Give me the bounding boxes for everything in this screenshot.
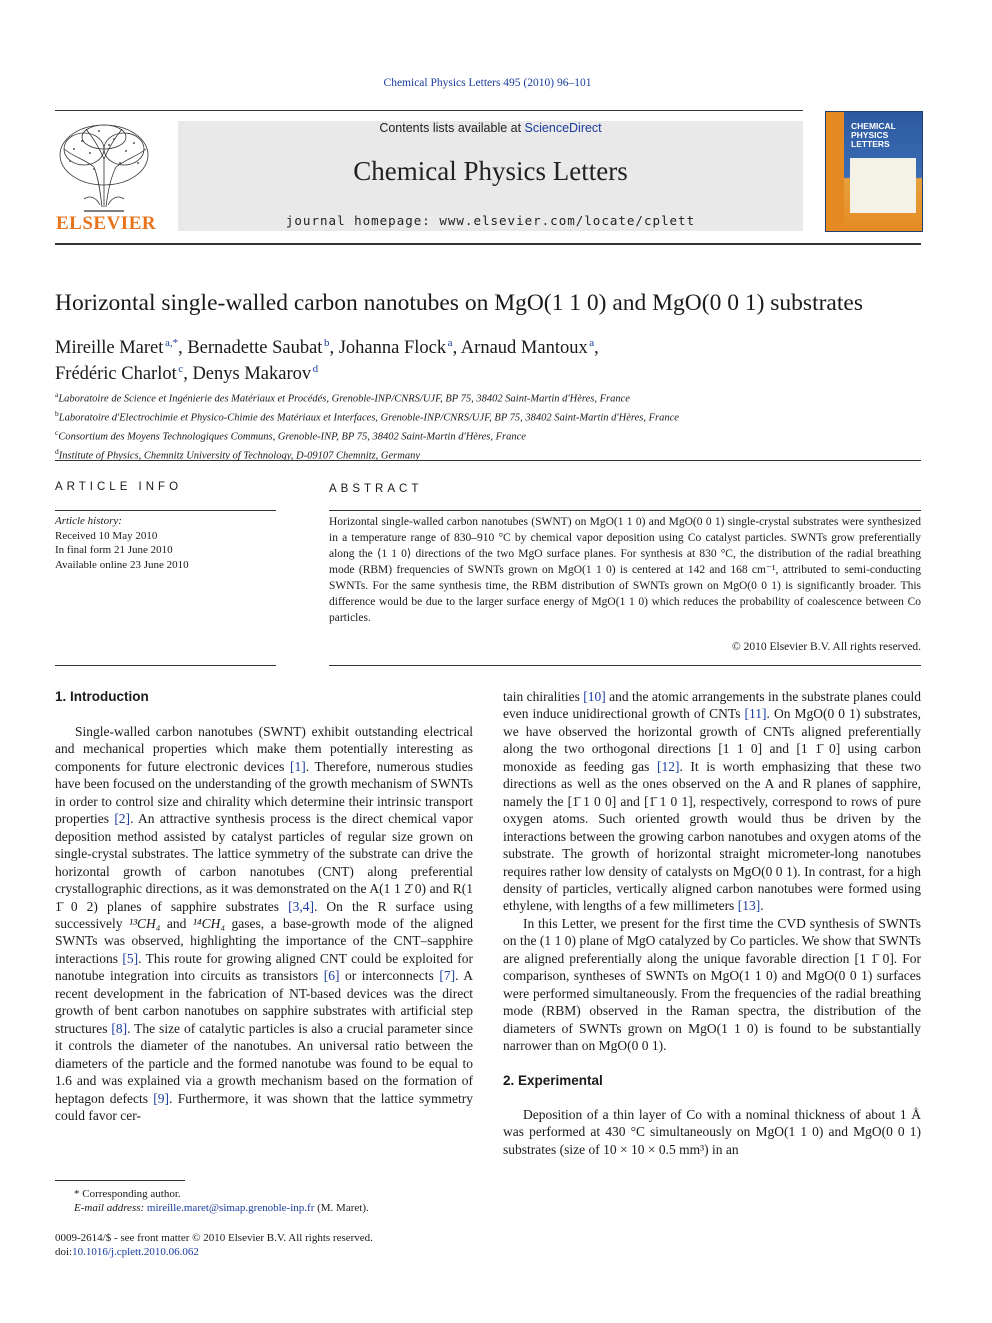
citation-link[interactable]: [11] — [744, 706, 767, 722]
experimental-paragraph-1: Deposition of a thin layer of Co with a nominal thickness of about 1 Å was performed at 430 °C simultaneously on MgO(1 1 0) and MgO(0 0 1) substrates (size of 10 × 10 × 0.5 mm³) in an — [503, 1106, 921, 1157]
journal-citation[interactable]: Chemical Physics Letters 495 (2010) 96–101 — [383, 77, 592, 89]
citation-link[interactable]: [13] — [737, 898, 761, 914]
author-affiliation-marker[interactable]: d — [312, 363, 319, 376]
citation-link[interactable]: [7] — [439, 968, 456, 984]
doi-link[interactable]: 10.1016/j.cplett.2010.06.062 — [72, 1246, 199, 1258]
text-run: or interconnects — [339, 968, 440, 984]
cover-title-line: CHEMICAL — [851, 121, 896, 131]
elsevier-wordmark: ELSEVIER — [56, 213, 157, 234]
author-name[interactable]: Denys Makarov — [192, 364, 312, 385]
history-entry: Received 10 May 2010 — [55, 529, 158, 542]
journal-homepage[interactable]: journal homepage: www.elsevier.com/locate/cplett — [285, 213, 696, 228]
citation-link[interactable]: [6] — [323, 968, 340, 984]
history-label: Article history: — [55, 515, 122, 527]
contents-line — [178, 121, 803, 135]
article-info-heading: ARTICLE INFO — [55, 481, 183, 493]
intro-paragraph-1-continued — [503, 688, 921, 915]
affiliation — [55, 388, 935, 407]
doi-line — [55, 1245, 473, 1259]
cover-side-strip — [826, 112, 844, 231]
doi-prefix: doi: — [55, 1246, 73, 1258]
cover-title-line: PHYSICS — [851, 130, 889, 140]
affiliation-text: Consortium des Moyens Technologiques Communs, Grenoble-INP, BP 75, 38402 Saint-Martin d'Hères, France — [58, 431, 526, 443]
footnotes — [55, 1187, 473, 1215]
citation-link[interactable]: [2] — [114, 811, 131, 827]
citation-link[interactable]: [3,4] — [288, 898, 314, 914]
citation-link[interactable]: [5] — [122, 950, 139, 966]
abstract-heading: ABSTRACT — [329, 483, 423, 495]
cover-figure — [850, 158, 916, 213]
text-run: . This route for growing aligned CNT could be exploited for nanotube integration into circuits as transistors — [55, 950, 473, 984]
footnote-rule — [55, 1180, 185, 1181]
affiliation-list — [55, 388, 935, 464]
header-top-rule — [55, 110, 803, 111]
author-affiliation-marker[interactable]: a — [447, 337, 453, 349]
contents-prefix: Contents lists available at — [379, 121, 525, 135]
text-run: In this Letter, we present for the first time the CVD synthesis of SWNTs on the (1 1 0) plane of MgO catalyzed by Co particles. We show that SWNTs are aligned preferentially along the unique favorable direction [1 1̄ 0]. For comparison, syntheses of SWNTs on MgO(1 1 0) and MgO(0 0 1) surfaces were performed simultaneously. From the frequencies of the radial breathing mode (RBM) observed in the Raman spectra, the distribution of the diameters of SWNTs grown on MgO(1 1 0) is found to be substantially narrower than on MgO(0 0 1). — [503, 915, 921, 1054]
affiliation — [55, 445, 935, 464]
cover-title — [851, 122, 896, 149]
isotope-formula: ¹⁴CH₄ — [192, 915, 226, 931]
affiliation-text: Laboratoire de Science et Ingénierie des Matériaux et Procédés, Grenoble-INP/CNRS/UJF, BP 75, 38402 Saint-Martin d'Hères, France — [58, 393, 630, 405]
text-run: . A recent development in the fabrication of NT-based devices was the direct growth of bent carbon nanotubes on sapphire substrates with artificial step structures — [55, 968, 474, 1036]
affiliation-key: d — [55, 447, 59, 456]
left-column — [55, 723, 473, 1124]
text-run: . Furthermore, it was shown that the lattice symmetry could favor cer- — [55, 1090, 473, 1123]
journal-cover-thumbnail[interactable] — [825, 111, 923, 232]
text-run: gases, a base-growth mode of the aligned SWNTs was observed, highlighting the importance of the CNT–sapphire interactions — [55, 915, 473, 966]
affiliation-rule — [55, 460, 921, 461]
right-column — [503, 688, 921, 1158]
email-note — [55, 1201, 473, 1215]
citation-link[interactable]: [9] — [153, 1090, 170, 1106]
history-entry: In final form 21 June 2010 — [55, 544, 173, 556]
citation-link[interactable]: [10] — [583, 689, 606, 704]
text-run: . It is worth emphasizing that these two directions as well as the ones observed on the A and R planes of sapphire, namely the [1̄ 1 0 0] and [1̄ 1 0 1], respectively, correspond to rows of pure oxygen atoms. Such oriented growth would thus be driven by the interactions between the growing carbon nanotubes and oxygen atoms of the substrate. The growth of horizontal straight micrometer-long nanotubes requires rather low density of catalysts on MgO(0 0 1). In contrast, for a high density of particles, vertically aligned carbon nanotubes were formed using ethylene, with lengths of a few millimeters — [503, 758, 921, 914]
corresponding-author-note — [55, 1187, 473, 1201]
email-suffix: (M. Maret). — [314, 1202, 369, 1214]
journal-title: Chemical Physics Letters — [353, 156, 628, 186]
affiliation-key: a — [55, 390, 59, 399]
intro-paragraph-2 — [503, 915, 921, 1055]
article-info-top-rule — [55, 510, 276, 511]
affiliation-key: b — [55, 409, 59, 418]
text-run: . On the R surface using successively — [55, 898, 473, 931]
section-heading-introduction: 1. Introduction — [55, 689, 149, 704]
author-name[interactable]: Bernadette Saubat — [187, 338, 323, 359]
issn-line: 0009-2614/$ - see front matter © 2010 Elsevier B.V. All rights reserved. — [55, 1232, 373, 1244]
footnote-marker: * — [74, 1188, 80, 1200]
text-run: Single-walled carbon nanotubes (SWNT) exhibit outstanding electrical and mechanical properties which make them potentially interesting as components for future electronic devices — [55, 724, 473, 774]
text-run: and — [160, 915, 193, 931]
affiliation-key: c — [55, 428, 59, 437]
text-run: . An attractive synthesis process is the direct chemical vapor deposition method assisted by catalyst particles of regular size grown on single-crystal substrates. The lattice symmetry of the substrate can drive the horizontal growth of carbon nanotubes (CNT) along preferential crystallographic directions, as it was demonstrated on the A(1 1 2̄ 0) and R(1 1̄ 0 2) planes of sapphire substrates — [55, 811, 473, 914]
corresponding-author-label: Corresponding author. — [82, 1188, 181, 1200]
citation-link[interactable]: [1] — [289, 758, 306, 774]
author-name[interactable]: Johanna Flock — [338, 338, 447, 359]
text-run: and the atomic arrangements in the substrate planes could even induce unidirectional growth of CNTs — [503, 689, 922, 722]
email-link[interactable]: mireille.maret@simap.grenoble-inp.fr — [146, 1202, 315, 1214]
author-affiliation-marker[interactable]: a,* — [164, 337, 179, 349]
affiliation — [55, 426, 935, 445]
cover-title-line: LETTERS — [851, 139, 890, 149]
text-run: tain chiralities — [503, 689, 584, 704]
text-run: . Therefore, numerous studies have been focused on the understanding of the growth mechanism of SWNTs in order to control size and chirality which determine their intrinsic transport properties — [55, 758, 473, 827]
affiliation-text: Laboratoire d'Electrochimie et Physico-Chimie des Matériaux et Interfaces, Grenoble-INP/CNRS/UJF, BP 75, 38402 Saint-Martin d'Hères, France — [58, 412, 679, 424]
author-name[interactable]: Frédéric Charlot — [55, 364, 177, 385]
abstract-text: Horizontal single-walled carbon nanotubes (SWNT) on MgO(1 1 0) and MgO(0 0 1) single-crystal substrates were synthesized in a temperature range of 830–910 °C by chemical vapor deposition using Co catalyst particles. SWNTs grow preferentially along the ⟨1 1 0⟩ directions of the two MgO surface planes. For synthesis at 830 °C, the distribution of the radial breathing mode (RBM) frequencies of SWNTs grown on MgO(1 1 0) is centered at 142 and 168 cm⁻¹, attributed to semi-conducting SWNTs. For the same synthesis time, the RBM distribution of SWNTs grown on MgO(0 0 1) is significantly broader. This difference would be due to the larger surface energy of MgO(1 1 0) which reduces the probability of coalescence between Co particles. — [329, 516, 921, 624]
author-affiliation-marker[interactable]: c — [178, 363, 184, 376]
issn-doi-block — [55, 1231, 473, 1259]
section-heading-experimental: 2. Experimental — [503, 1072, 603, 1088]
author-list: Mireille Maret $^{a,*}$, Bernadette Saubat $^b$, Johanna Flock $^a$, Arnaud Mantoux $^a$, Frédéric Charlot $^c$, Denys Makarov $^d$ — [55, 337, 599, 385]
sciencedirect-link[interactable]: ScienceDirect — [524, 121, 602, 135]
author-name[interactable]: Arnaud Mantoux — [460, 338, 588, 359]
text-run: . — [760, 898, 764, 914]
isotope-formula: ¹³CH₄ — [128, 915, 161, 931]
affiliation — [55, 407, 935, 426]
citation-link[interactable]: [12] — [656, 758, 680, 774]
text-run: . On MgO(0 0 1) substrates, we have observed the horizontal growth of CNTs aligned preferentially along the two orthogonal directions [1 1 0] and [1 1̄ 0] using carbon monoxide as feeding gas — [503, 706, 921, 774]
abstract-copyright: © 2010 Elsevier B.V. All rights reserved. — [732, 641, 921, 653]
intro-paragraph-1 — [55, 723, 473, 1124]
text-run: . The size of catalytic particles is also a crucial parameter since it controls the diameter of the nanotubes. An universal ratio between the diameters of the particle and the formed nanotube was found to be equal to 1.6 and was explained via a growth mechanism based on the formation of heptagon defects — [55, 1020, 474, 1106]
abstract-bottom-rule — [329, 665, 921, 666]
article-info-bottom-rule — [55, 665, 276, 666]
author-name[interactable]: Mireille Maret — [55, 338, 164, 359]
author-affiliation-marker[interactable]: b — [323, 337, 330, 349]
citation-link[interactable]: [8] — [111, 1020, 128, 1036]
article-history — [55, 514, 276, 572]
affiliation-text: Institute of Physics, Chemnitz University of Technology, D-09107 Chemnitz, Germany — [58, 450, 420, 462]
author-affiliation-marker[interactable]: a — [589, 337, 595, 349]
section-spacer — [503, 1055, 921, 1072]
header-bottom-rule — [55, 243, 921, 245]
abstract-top-rule — [329, 510, 921, 511]
history-entry: Available online 23 June 2010 — [55, 558, 189, 571]
paper-title: Horizontal single-walled carbon nanotubes on MgO(1 1 0) and MgO(0 0 1) substrates — [55, 290, 863, 316]
email-label: E-mail address: — [74, 1202, 147, 1214]
